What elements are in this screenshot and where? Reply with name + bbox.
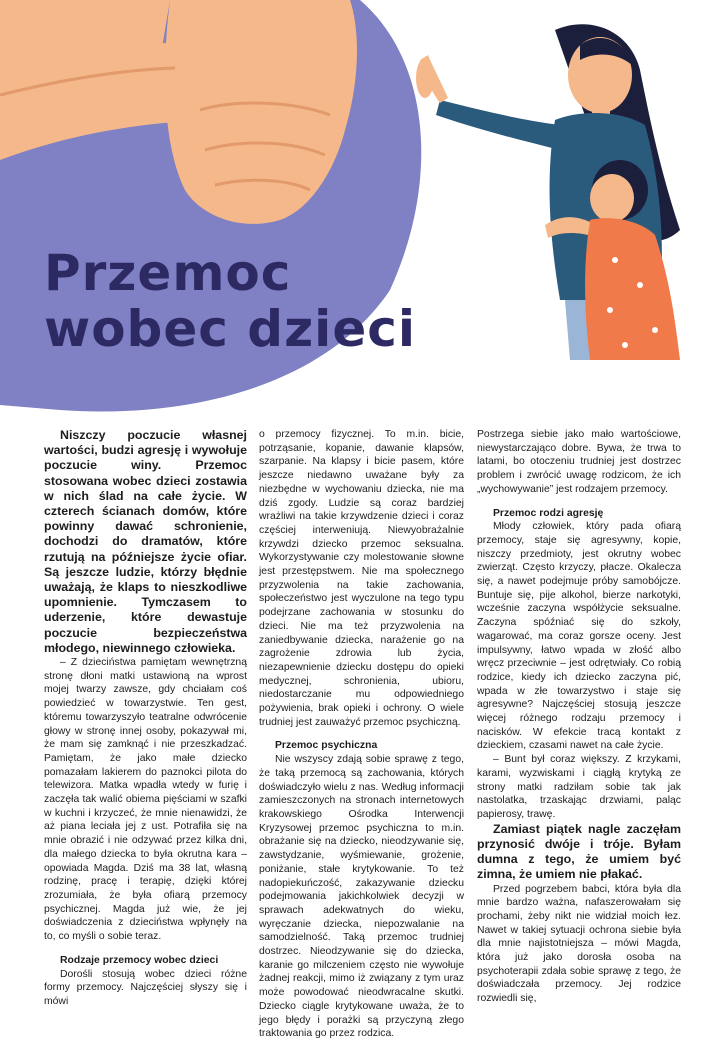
paragraph: Postrzega siebie jako mało wartościowe, niewystarczająco dobre. Bywa, że trwa to latami, bo otoczeniu trudniej jest dostrzec problem i zwrócić uwagę rodzicom, że ich „wychowywanie” jest rodzajem przemocy. <box>477 429 681 495</box>
section-heading: Przemoc psychiczna <box>275 740 378 752</box>
pull-quote: Zamiast piątek nagle zaczęłam przynosić dwóje i tróje. Byłam dumna z tego, że umiem być zimna, że umiem nie płakać. <box>477 821 681 882</box>
paragraph: o przemocy fizycznej. To m.in. bicie, potrząsanie, kopanie, dawanie klapsów, szarpanie. Na klapsy i bicie pasem, które jeszcze niedawno uważane były za niezbędne w wychowaniu dziecka, nie ma dziś zgody. Ludzie są coraz bardziej wrażliwi na takie krzywdzenie dzieci i coraz częściej interweniują. Niewyobrażalnie krzywdzi dziecko przemoc seksualna. Wykorzystywanie czy molestowanie słowne jest przestępstwem. Nie ma społecznego przyzwolenia na takie zachowania, społeczeństwo jest wyczulone na tego typu podejrzane zachowania w stosunku do dzieci. Nie ma też przyzwolenia na zaniedbywanie dziecka, narażenie go na zagrożenie zdrowia lub życia, niezapewnienie dziecku dostępu do opieki medycznej, schronienia, ubioru, niedostarczanie mu odpowiedniego pożywienia, brak opieki i ochrony. O wiele trudniej jest zauważyć przemoc psychiczną. <box>259 429 464 728</box>
paragraph: Przed pogrzebem babci, która była dla mnie bardzo ważna, nafaszerowałam się prochami, żeby nikt nie widział moich łez. Nawet w takiej sytuacji ochrona siebie była dla mnie najistotniejsza – mówi Magda, która już jako dorosła osoba na psychoterapii zdała sobie sprawę z tego, że doświadczała przemocy. Jej rodzice rozwiedli się, <box>477 883 681 1005</box>
column-2 <box>259 428 464 1041</box>
section-heading: Przemoc rodzi agresję <box>493 507 604 519</box>
section-heading: Rodzaje przemocy wobec dzieci <box>60 954 219 966</box>
title-line-2: wobec dzieci <box>44 300 417 358</box>
column-1 <box>44 428 247 1009</box>
page-title <box>44 245 416 357</box>
paragraph: Dorośli stosują wobec dzieci różne formy przemocy. Najczęściej słyszy się i mówi <box>44 968 247 1007</box>
lead-paragraph: Niszczy poczucie własnej wartości, budzi agresję i wywołuje poczucie winy. Przemoc stosowana wobec dzieci zostawia w nich ślad na całe życie. W czterech ścianach domów, które powinny dawać schronienie, dochodzi do dramatów, które rzutują na późniejsze życie ofiar. Są jeszcze ludzie, którzy błędnie uważają, że klaps to nieszkodliwe upomnienie. Tymczasem to uderzenie, które dewastuje poczucie bezpieczeństwa młodego, niewinnego człowieka. <box>44 428 247 655</box>
title-line-1: Przemoc <box>44 244 292 302</box>
paragraph: Nie wszyscy zdają sobie sprawę z tego, że taką przemocą są zachowania, których doświadczyło wielu z nas. Według informacji zamieszczonych na stronach internetowych krakowskiego Ośrodka Interwencji Kryzysowej przemoc psychiczna to m.in. obrażanie się na dziecko, nieodzywanie się, zawstydzanie, wyśmiewanie, grożenie, poniżanie, stałe krytykowanie. To też nadopiekuńczość, zakazywanie dziecku podejmowania jakichkolwiek decyzji w sprawach adekwatnych do wieku, wyręczanie dziecka, niepozwalanie na samodzielność. Taką przemoc trudniej dostrzec. Nieodzywanie się do dziecka, karanie go milczeniem często nie wywołuje żadnej reakcji, mimo iż związany z tym uraz może powodować nieodwracalne skutki. Dziecko ciągle krytykowane uważa, że to jego błędy i porażki są przyczyną złego traktowania go przez rodzica. <box>259 754 464 1040</box>
paragraph: – Bunt był coraz większy. Z krzykami, karami, wyzwiskami i ciągłą krytyką ze strony matki radziłam sobie tak jak nastolatka, trzaskając drzwiami, paląc papierosy, trawę. <box>477 754 681 820</box>
paragraph: Młody człowiek, który pada ofiarą przemocy, staje się agresywny, kopie, niszczy przedmioty, jest okrutny wobec zwierząt. Często krzyczy, płacze. Okaleczа się, a nawet podejmuje próby samobójcze. Buntuje się, pije alkohol, bierze narkotyki, wcześnie zaczyna współżycie seksualne. Zaczyna spóźniać się do szkoły, wagarować, ma coraz gorsze oceny. Jest impulsywny, łatwo wpada w złość albo wręcz przeciwnie – jest odrętwiały. Co robią rodzice, kiedy ich dziecko zaczyna pić, wpada w złe towarzystwo i staje się agresywne? Najczęściej stosują jeszcze więcej różnego rodzaju przemocy i nacisków. W efekcie tracą kontakt z dzieckiem, czasami nawet na całe życie. <box>477 521 681 752</box>
paragraph: – Z dzieciństwa pamiętam wewnętrzną stronę dłoni matki ustawioną na wprost mojej twarzy zawsze, gdy chciałam coś powiedzieć w towarzystwie. Ten gest, któremu towarzyszyło teatralne odwrócenie głowy w stronę innej osoby, pokazywał mi, że mam się zamknąć i nie przeszkadzać. Pamiętam, że jako małe dziecko pomazałam lakierem do paznokci pilota do telewizora. Matka wpadła wtedy w furię i zaczęła tak walić obiema pięściami w szafki w kuchni i krzyczeć, że mnie nienawidzi, że aż piana leciała jej z ust. Potrafiła się na mnie obrazić i nie odzywać przez kilka dni, dla małego dziecka to była okrutna kara – opowiada Magda. Dziś ma 38 lat, własną rodzinę, pracę i terapię, dzięki której zrozumiała, że była ofiarą przemocy psychicznej. Magda już wie, że jej doświadczenia z dzieciństwa wpłynęły na to, co myśli o sobie teraz. <box>44 657 247 943</box>
column-3 <box>477 428 681 1006</box>
